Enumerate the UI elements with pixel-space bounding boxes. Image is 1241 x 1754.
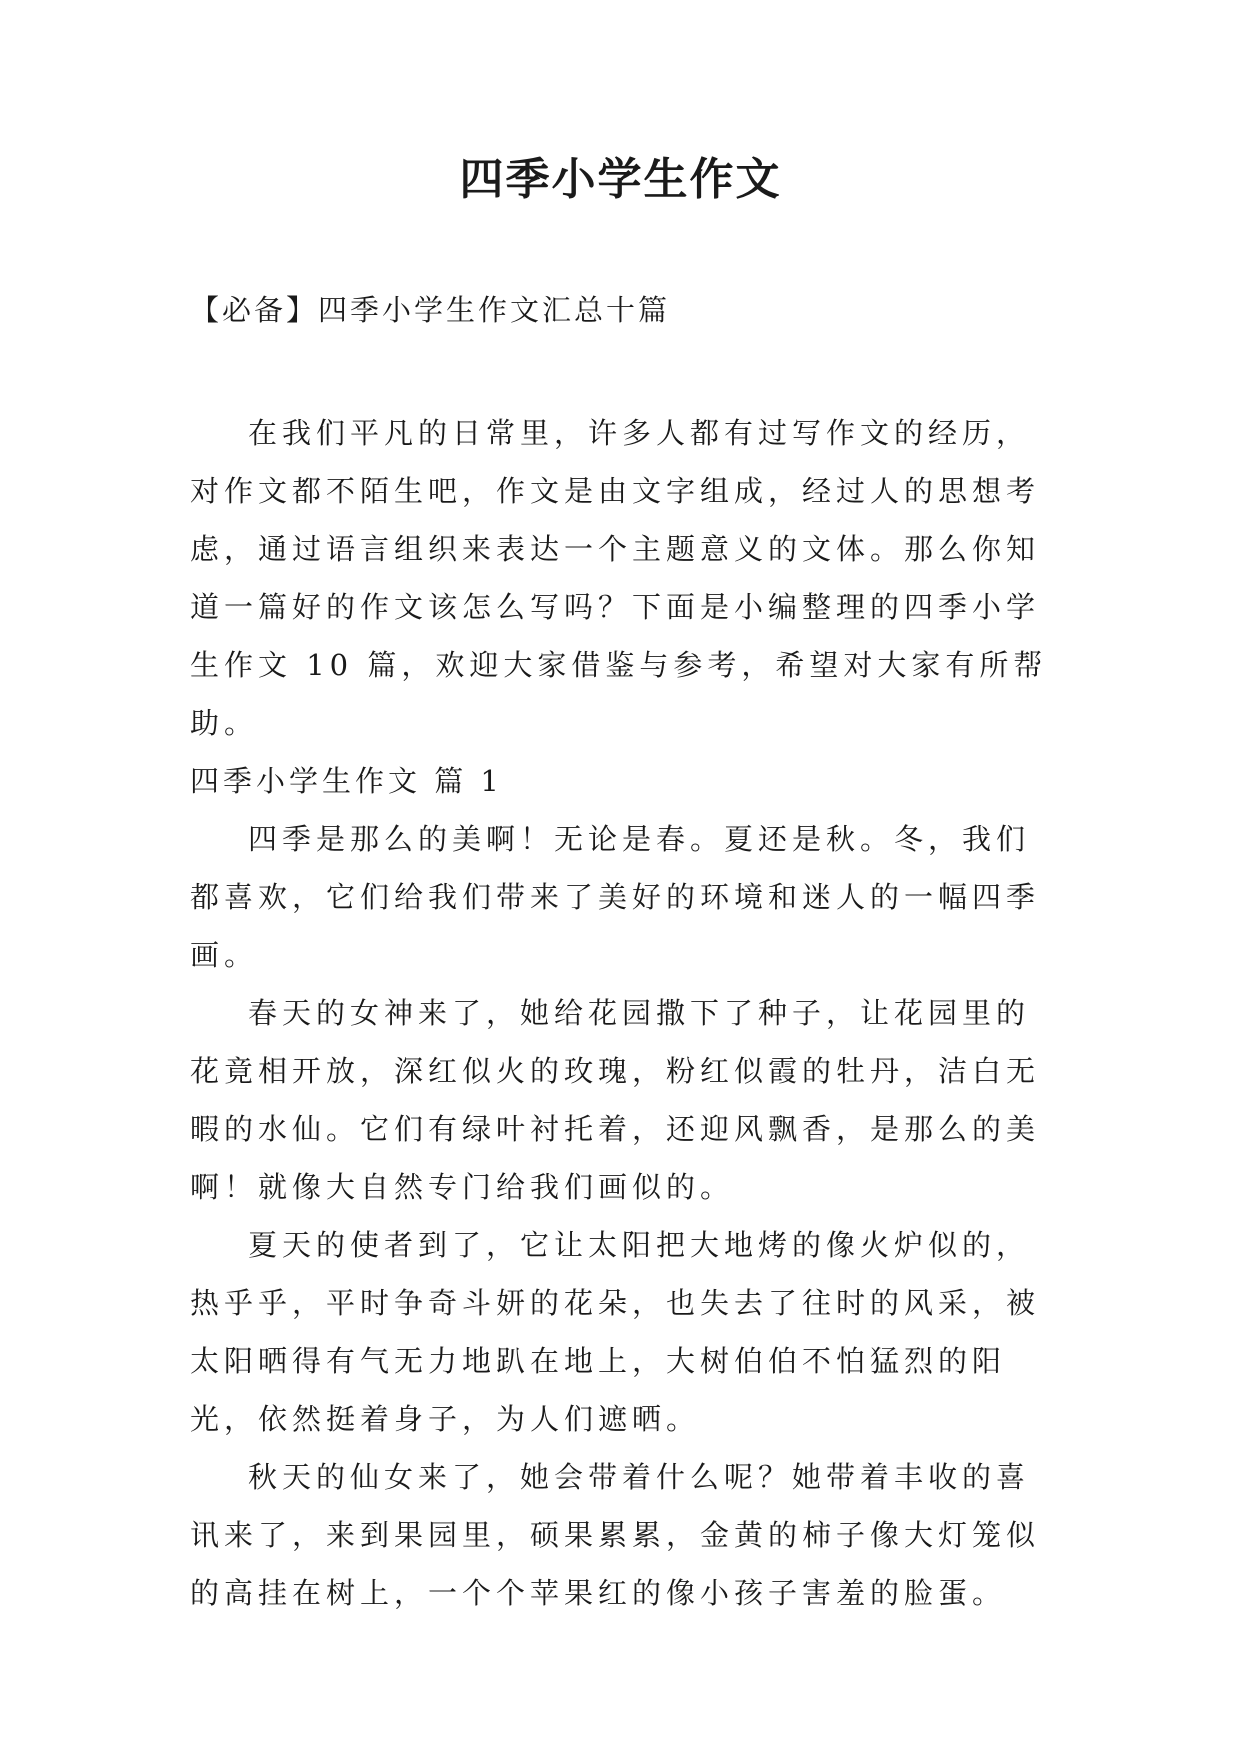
body-paragraph-2: 春天的女神来了，她给花园撒下了种子，让花园里的花竟相开放，深红似火的玫瑰，粉红似霞的牡丹，洁白无暇的水仙。它们有绿叶衬托着，还迎风飘香，是那么的美啊！就像大自然专门给我们画似的。 [190, 996, 1041, 1204]
section-heading: 四季小学生作文 篇 1 [190, 764, 503, 798]
document-subtitle: 【必备】四季小学生作文汇总十篇 [190, 293, 671, 327]
section-body [190, 810, 1060, 1622]
document-title: 四季小学生作文 [459, 154, 782, 205]
body-paragraph-3: 夏天的使者到了，它让太阳把大地烤的像火炉似的，热乎乎，平时争奇斗妍的花朵，也失去了往时的风采，被太阳晒得有气无力地趴在地上，大树伯伯不怕猛烈的阳光，依然挺着身子，为人们遮晒。 [190, 1228, 1041, 1436]
intro-paragraph: 在我们平凡的日常里，许多人都有过写作文的经历，对作文都不陌生吧，作文是由文字组成，经过人的思想考虑，通过语言组织来表达一个主题意义的文体。那么你知道一篇好的作文该怎么写吗？下面是小编整理的四季小学生作文 10 篇，欢迎大家借鉴与参考，希望对大家有所帮助。 [190, 416, 1048, 740]
body-paragraph-4: 秋天的仙女来了，她会带着什么呢？她带着丰收的喜讯来了，来到果园里，硕果累累，金黄的柿子像大灯笼似的高挂在树上，一个个苹果红的像小孩子害羞的脸蛋。 [190, 1460, 1041, 1610]
body-paragraph-1: 四季是那么的美啊！无论是春。夏还是秋。冬，我们都喜欢，它们给我们带来了美好的环境和迷人的一幅四季画。 [190, 822, 1041, 972]
intro-block [190, 404, 1060, 752]
